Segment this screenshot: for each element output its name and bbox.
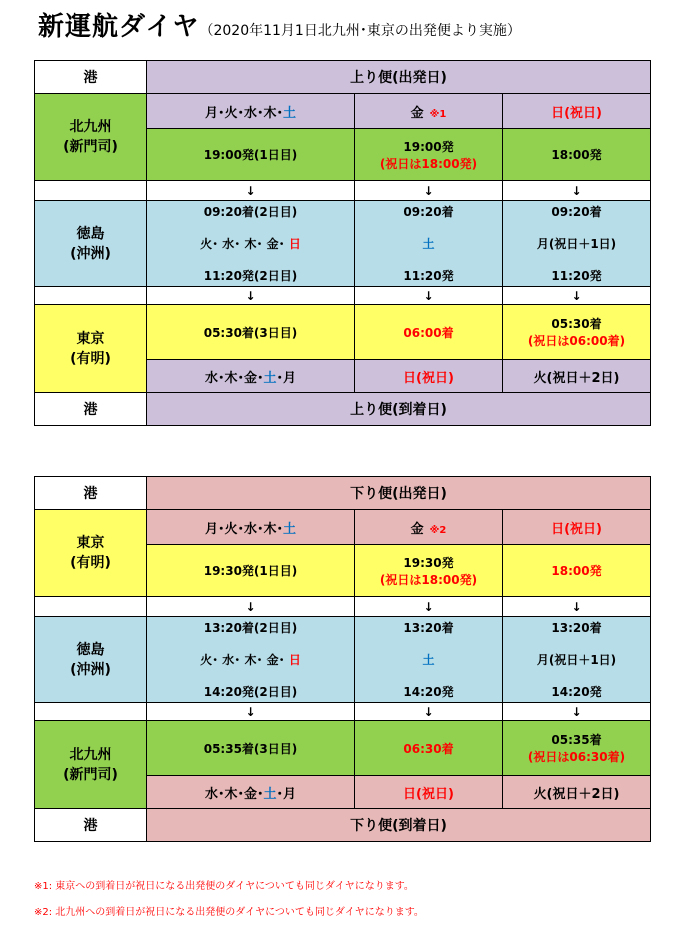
- dest-time-sunday-main: 05:30着: [551, 317, 602, 331]
- direction-depart-header: 上り便(出発日): [147, 61, 651, 94]
- arrow-down: ↓: [355, 181, 503, 201]
- friday-label: 金: [410, 521, 424, 537]
- weekday-label: 月･火･水･木･: [204, 105, 283, 121]
- origin-time-weekday: 19:00発(1日目): [147, 129, 355, 181]
- via-port-name: 徳島: [76, 641, 105, 658]
- via-port: [35, 201, 147, 287]
- via-departure-friday: 14:20発: [355, 682, 503, 703]
- via-departure-weekday: 11:20発(2日目): [147, 266, 355, 287]
- via-departure-friday: 11:20発: [355, 266, 503, 287]
- origin-time-friday: [355, 129, 503, 181]
- arrow-down: ↓: [147, 287, 355, 305]
- saturday-label: 土: [263, 786, 277, 802]
- dest-time-weekday: 05:30着(3日目): [147, 305, 355, 360]
- day-header-weekday: [147, 510, 355, 545]
- via-days-friday: 土: [355, 638, 503, 682]
- via-days-sunday: 月(祝日＋1日): [503, 638, 651, 682]
- title-main: 新運航ダイヤ: [38, 12, 200, 42]
- dest-days-friday: 日(祝日): [355, 776, 503, 809]
- via-port-name: 徳島: [76, 225, 105, 242]
- direction-arrive-footer: 上り便(到着日): [147, 393, 651, 426]
- spacer-cell: [35, 287, 147, 305]
- via-arrival-weekday: 09:20着(2日目): [147, 201, 355, 222]
- weekday-label: 月･火･水･木･: [204, 521, 283, 537]
- dest-time-sunday: [503, 305, 651, 360]
- origin-time-sunday: 18:00発: [503, 545, 651, 597]
- origin-port-name: 東京: [76, 535, 105, 551]
- dest-port: [35, 305, 147, 393]
- dest-days-sunday: 火(祝日＋2日): [503, 360, 651, 393]
- day-header-friday: [355, 510, 503, 545]
- dest-time-weekday: 05:35着(3日目): [147, 721, 355, 776]
- footnote-2: ※2: 北九州への到着日が祝日になる出発便のダイヤについても同じダイヤになります。: [34, 907, 424, 918]
- via-departure-weekday: 14:20発(2日目): [147, 682, 355, 703]
- via-days-label: 火･ 水･ 木･ 金･: [200, 237, 289, 251]
- direction-depart-header: 下り便(出発日): [147, 477, 651, 510]
- origin-time-sunday: 18:00発: [503, 129, 651, 181]
- via-arrival-weekday: 13:20着(2日目): [147, 617, 355, 638]
- dest-time-sunday-main: 05:35着: [551, 733, 602, 747]
- origin-time-friday-note: (祝日は18:00発): [379, 572, 478, 587]
- via-departure-sunday: 11:20発: [503, 266, 651, 287]
- saturday-label: 土: [263, 370, 277, 386]
- dest-time-sunday-note: (祝日は06:00着): [527, 334, 626, 348]
- via-port: [35, 617, 147, 703]
- origin-port-sub: (有明): [70, 555, 111, 571]
- port-footer: 港: [35, 809, 147, 842]
- day-header-sunday: 日(祝日): [503, 94, 651, 129]
- via-port-sub: (沖洲): [70, 245, 111, 262]
- arrow-down: ↓: [503, 287, 651, 305]
- via-days-weekday: [147, 222, 355, 266]
- sunday-label: 日: [288, 237, 301, 251]
- via-arrival-sunday: 09:20着: [503, 201, 651, 222]
- dest-days-prefix: 水･木･金･: [204, 370, 264, 386]
- dest-port: [35, 721, 147, 809]
- direction-arrive-footer: 下り便(到着日): [147, 809, 651, 842]
- via-port-sub: (沖洲): [70, 661, 111, 678]
- friday-label: 金: [410, 105, 424, 121]
- arrow-down: ↓: [503, 597, 651, 617]
- title-sub: （2020年11月1日北九州･東京の出発便より実施）: [199, 23, 521, 39]
- day-header-sunday: 日(祝日): [503, 510, 651, 545]
- port-header: 港: [35, 61, 147, 94]
- spacer-cell: [35, 181, 147, 201]
- dest-days-weekday: [147, 776, 355, 809]
- dest-time-sunday-note: (祝日は06:30着): [527, 750, 626, 764]
- arrow-down: ↓: [355, 597, 503, 617]
- arrow-down: ↓: [147, 703, 355, 721]
- dest-days-prefix: 水･木･金･: [204, 786, 264, 802]
- via-departure-sunday: 14:20発: [503, 682, 651, 703]
- via-arrival-friday: 13:20着: [355, 617, 503, 638]
- arrow-down: ↓: [503, 181, 651, 201]
- page-title: [38, 6, 521, 42]
- saturday-label: 土: [283, 105, 297, 121]
- dest-time-sunday: [503, 721, 651, 776]
- day-header-weekday: [147, 94, 355, 129]
- footnote-1: ※1: 東京への到着日が祝日になる出発便のダイヤについても同じダイヤになります。: [34, 881, 414, 892]
- dest-port-sub: (有明): [70, 350, 111, 367]
- dest-time-friday: 06:00着: [355, 305, 503, 360]
- via-days-friday: 土: [355, 222, 503, 266]
- port-header: 港: [35, 477, 147, 510]
- day-header-friday: [355, 94, 503, 129]
- arrow-down: ↓: [355, 287, 503, 305]
- saturday-label: 土: [283, 521, 297, 537]
- origin-port: [35, 94, 147, 181]
- up-schedule-table: [34, 60, 651, 426]
- arrow-down: ↓: [355, 703, 503, 721]
- origin-time-weekday: 19:30発(1日目): [147, 545, 355, 597]
- dest-port-name: 東京: [76, 330, 105, 347]
- origin-time-friday: [355, 545, 503, 597]
- dest-days-sunday: 火(祝日＋2日): [503, 776, 651, 809]
- via-arrival-friday: 09:20着: [355, 201, 503, 222]
- note-mark: ※2: [429, 524, 447, 536]
- via-days-sunday: 月(祝日＋1日): [503, 222, 651, 266]
- origin-port: [35, 510, 147, 597]
- dest-time-friday: 06:30着: [355, 721, 503, 776]
- via-arrival-sunday: 13:20着: [503, 617, 651, 638]
- sunday-label: 日: [288, 653, 301, 667]
- origin-time-friday-main: 19:30発: [403, 555, 454, 570]
- origin-time-friday-note: (祝日は18:00発): [379, 156, 478, 171]
- origin-port-name: 北九州: [69, 119, 112, 135]
- dest-days-friday: 日(祝日): [355, 360, 503, 393]
- arrow-down: ↓: [503, 703, 651, 721]
- dest-port-name: 北九州: [69, 746, 112, 763]
- spacer-cell: [35, 597, 147, 617]
- dest-days-suffix: ･月: [276, 786, 297, 802]
- origin-time-friday-main: 19:00発: [403, 139, 454, 154]
- down-schedule-table: [34, 476, 651, 842]
- dest-port-sub: (新門司): [63, 766, 118, 783]
- via-days-label: 火･ 水･ 木･ 金･: [200, 653, 289, 667]
- dest-days-suffix: ･月: [276, 370, 297, 386]
- arrow-down: ↓: [147, 181, 355, 201]
- note-mark: ※1: [429, 108, 447, 120]
- arrow-down: ↓: [147, 597, 355, 617]
- spacer-cell: [35, 703, 147, 721]
- origin-port-sub: (新門司): [63, 139, 118, 155]
- via-days-weekday: [147, 638, 355, 682]
- port-footer: 港: [35, 393, 147, 426]
- dest-days-weekday: [147, 360, 355, 393]
